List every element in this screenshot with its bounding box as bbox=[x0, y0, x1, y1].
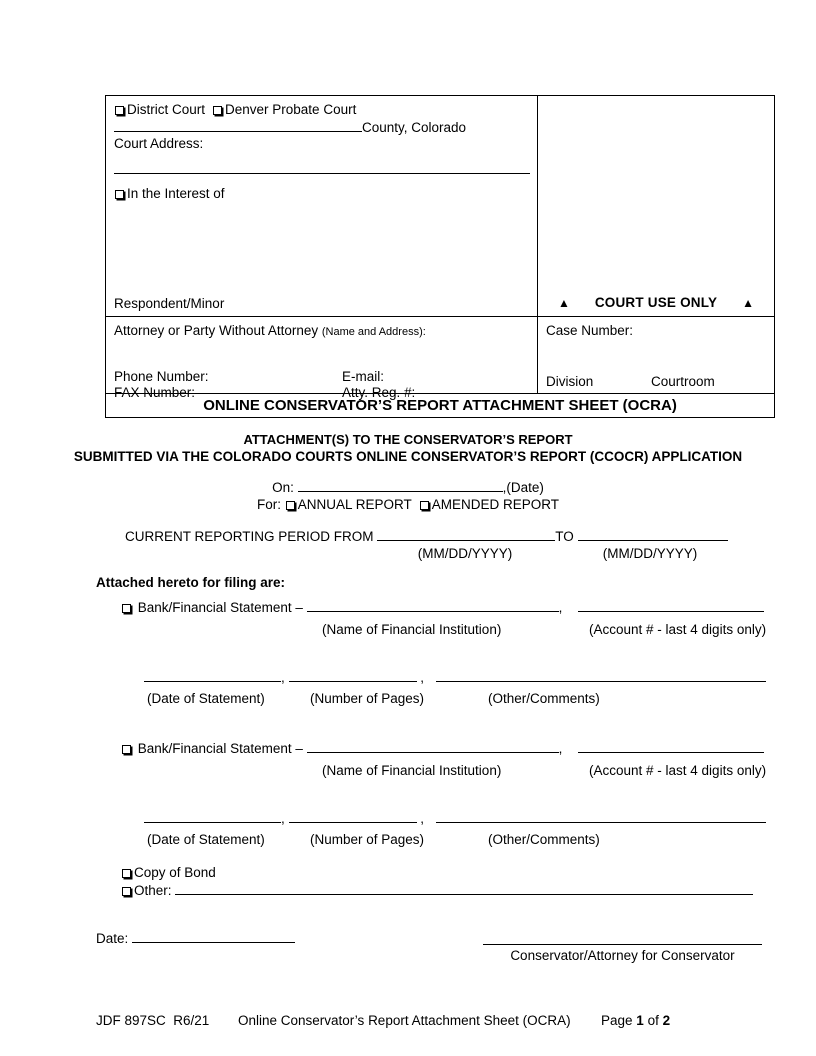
attorney-label: Attorney or Party Without Attorney bbox=[114, 323, 319, 338]
division-label: Division bbox=[546, 373, 594, 389]
attorney-row bbox=[106, 316, 774, 400]
date-format-row bbox=[0, 546, 816, 561]
account-number-blank[interactable] bbox=[578, 599, 764, 612]
in-the-interest-checkbox[interactable] bbox=[115, 190, 124, 199]
amended-report-checkbox[interactable] bbox=[420, 501, 429, 510]
court-use-only-label: COURT USE ONLY bbox=[594, 295, 718, 310]
page-total: 2 bbox=[662, 1013, 671, 1028]
submission-date-blank[interactable] bbox=[298, 479, 503, 492]
in-the-interest-label: In the Interest of bbox=[127, 186, 225, 201]
bank-statement-line bbox=[0, 599, 816, 617]
bank-statement-label: Bank/Financial Statement – bbox=[137, 600, 303, 615]
form-body bbox=[0, 425, 816, 965]
phone-label: Phone Number: bbox=[114, 368, 209, 384]
institution-name-blank[interactable] bbox=[307, 599, 559, 612]
bank-statement-checkbox[interactable] bbox=[122, 604, 131, 613]
form-id: JDF 897SC R6/21 bbox=[96, 1013, 210, 1028]
caption-left-cell bbox=[106, 96, 538, 316]
date-suffix: ,(Date) bbox=[502, 480, 544, 495]
comments-blank[interactable] bbox=[436, 669, 766, 682]
account-hint: (Account # - last 4 digits only) bbox=[589, 762, 767, 778]
date-label: Date: bbox=[96, 931, 129, 946]
attorney-cell bbox=[106, 317, 538, 400]
comments-blank[interactable] bbox=[436, 810, 766, 823]
caption-box bbox=[105, 95, 775, 418]
court-type-line bbox=[114, 102, 529, 119]
other-blank[interactable] bbox=[175, 882, 753, 895]
caption-top-row bbox=[106, 96, 774, 316]
county-line bbox=[114, 119, 529, 137]
to-date-format-hint: (MM/DD/YYYY) bbox=[602, 545, 698, 561]
atty-reg-label: Atty. Reg. #: bbox=[342, 385, 416, 400]
account-hint: (Account # - last 4 digits only) bbox=[589, 621, 767, 637]
case-number-cell bbox=[538, 317, 774, 393]
comma-separator: , bbox=[558, 741, 563, 756]
statement-date-blank[interactable] bbox=[144, 669, 281, 682]
page-number: 1 bbox=[636, 1013, 644, 1028]
period-to-label: TO bbox=[555, 529, 574, 544]
bank-statement-block-1 bbox=[0, 599, 816, 706]
denver-probate-checkbox[interactable] bbox=[213, 106, 222, 115]
on-date-line bbox=[0, 479, 816, 497]
from-date-format-hint: (MM/DD/YYYY) bbox=[417, 545, 513, 561]
account-number-blank[interactable] bbox=[578, 740, 764, 753]
bank-statement-block-2 bbox=[0, 740, 816, 847]
for-label: For: bbox=[256, 496, 281, 512]
phone-email-line bbox=[114, 369, 529, 386]
form-title: ONLINE CONSERVATOR’S REPORT ATTACHMENT SHEET (OCRA) bbox=[106, 393, 774, 417]
attorney-contact-block bbox=[114, 369, 529, 402]
on-label: On: bbox=[272, 480, 294, 495]
other-label: Other: bbox=[134, 882, 172, 898]
district-court-label: District Court bbox=[127, 102, 206, 117]
reporting-period-line bbox=[0, 528, 816, 546]
period-from-label: CURRENT REPORTING PERIOD FROM bbox=[125, 529, 374, 544]
copy-of-bond-checkbox[interactable] bbox=[122, 869, 131, 878]
bank-statement-line bbox=[0, 740, 816, 758]
bank-statement-checkbox[interactable] bbox=[122, 745, 131, 754]
page-word: Page bbox=[601, 1013, 633, 1028]
bank-hint-row bbox=[0, 763, 816, 778]
triangle-left-icon: ▲ bbox=[558, 295, 570, 310]
statement-hint-row bbox=[0, 691, 816, 706]
footer-form-name: Online Conservator’s Report Attachment Sheet (OCRA) bbox=[238, 1013, 571, 1028]
comma-separator: , bbox=[281, 810, 285, 826]
signature-caption: Conservator/Attorney for Conservator bbox=[510, 948, 735, 963]
bank-statement-label: Bank/Financial Statement – bbox=[137, 741, 303, 756]
court-address-label: Court Address: bbox=[114, 136, 204, 151]
of-word: of bbox=[647, 1013, 659, 1028]
respondent-minor-label: Respondent/Minor bbox=[114, 296, 225, 311]
other-line bbox=[0, 882, 816, 900]
court-use-cell bbox=[538, 96, 774, 316]
in-the-interest-line bbox=[114, 186, 529, 203]
court-address-line bbox=[114, 161, 529, 179]
pages-hint: (Number of Pages) bbox=[310, 832, 425, 847]
heading-line2: SUBMITTED VIA THE COLORADO COURTS ONLINE CONSERVATOR’S REPORT (CCOCR) APPLICATION bbox=[73, 448, 743, 464]
county-name-blank[interactable] bbox=[114, 119, 362, 132]
comma-separator: , bbox=[281, 669, 285, 685]
comments-hint: (Other/Comments) bbox=[488, 832, 600, 847]
heading-line1: ATTACHMENT(S) TO THE CONSERVATOR’S REPORT bbox=[243, 432, 573, 447]
institution-name-blank[interactable] bbox=[307, 740, 559, 753]
pages-blank[interactable] bbox=[289, 810, 417, 823]
report-type-line bbox=[0, 497, 816, 514]
date-signature-row bbox=[0, 930, 816, 948]
triangle-right-icon: ▲ bbox=[742, 295, 754, 310]
signature-blank[interactable] bbox=[483, 932, 762, 945]
email-label: E-mail: bbox=[342, 368, 385, 384]
district-court-checkbox[interactable] bbox=[115, 106, 124, 115]
attorney-label-line bbox=[114, 323, 529, 341]
statement-details-line bbox=[0, 810, 816, 828]
attached-heading: Attached hereto for filing are: bbox=[96, 574, 286, 590]
institution-hint: (Name of Financial Institution) bbox=[322, 762, 502, 778]
denver-probate-label: Denver Probate Court bbox=[225, 102, 357, 117]
statement-hint-row bbox=[0, 832, 816, 847]
date-signed-blank[interactable] bbox=[132, 930, 295, 943]
statement-date-hint: (Date of Statement) bbox=[147, 832, 265, 847]
copy-of-bond-line bbox=[0, 865, 816, 882]
annual-report-label: ANNUAL REPORT bbox=[297, 496, 412, 512]
statement-date-hint: (Date of Statement) bbox=[147, 691, 265, 706]
bank-hint-row bbox=[0, 622, 816, 637]
page-indicator bbox=[601, 1013, 670, 1028]
fax-label: FAX Number: bbox=[114, 385, 196, 400]
case-number-label: Case Number: bbox=[546, 323, 634, 338]
statement-date-blank[interactable] bbox=[144, 810, 281, 823]
amended-report-label: AMENDED REPORT bbox=[431, 496, 560, 512]
county-suffix-label: County, Colorado bbox=[362, 119, 467, 135]
comments-hint: (Other/Comments) bbox=[488, 691, 600, 706]
statement-details-line bbox=[0, 669, 816, 687]
copy-of-bond-label: Copy of Bond bbox=[134, 865, 216, 880]
comma-separator: , bbox=[420, 669, 425, 685]
division-courtroom-line bbox=[546, 374, 766, 391]
other-checkbox[interactable] bbox=[122, 887, 131, 896]
comma-separator: , bbox=[420, 810, 425, 826]
fax-reg-line bbox=[114, 385, 529, 402]
annual-report-checkbox[interactable] bbox=[286, 501, 295, 510]
pages-hint: (Number of Pages) bbox=[310, 691, 425, 706]
attorney-note: (Name and Address): bbox=[321, 326, 426, 338]
period-to-blank[interactable] bbox=[578, 528, 728, 541]
comma-separator: , bbox=[558, 600, 563, 615]
courtroom-label: Courtroom bbox=[651, 373, 715, 389]
pages-blank[interactable] bbox=[289, 669, 417, 682]
period-from-blank[interactable] bbox=[377, 528, 555, 541]
institution-hint: (Name of Financial Institution) bbox=[322, 621, 502, 637]
court-address-blank[interactable] bbox=[114, 161, 530, 174]
page-footer bbox=[0, 1013, 816, 1031]
court-use-only-line bbox=[558, 295, 754, 310]
